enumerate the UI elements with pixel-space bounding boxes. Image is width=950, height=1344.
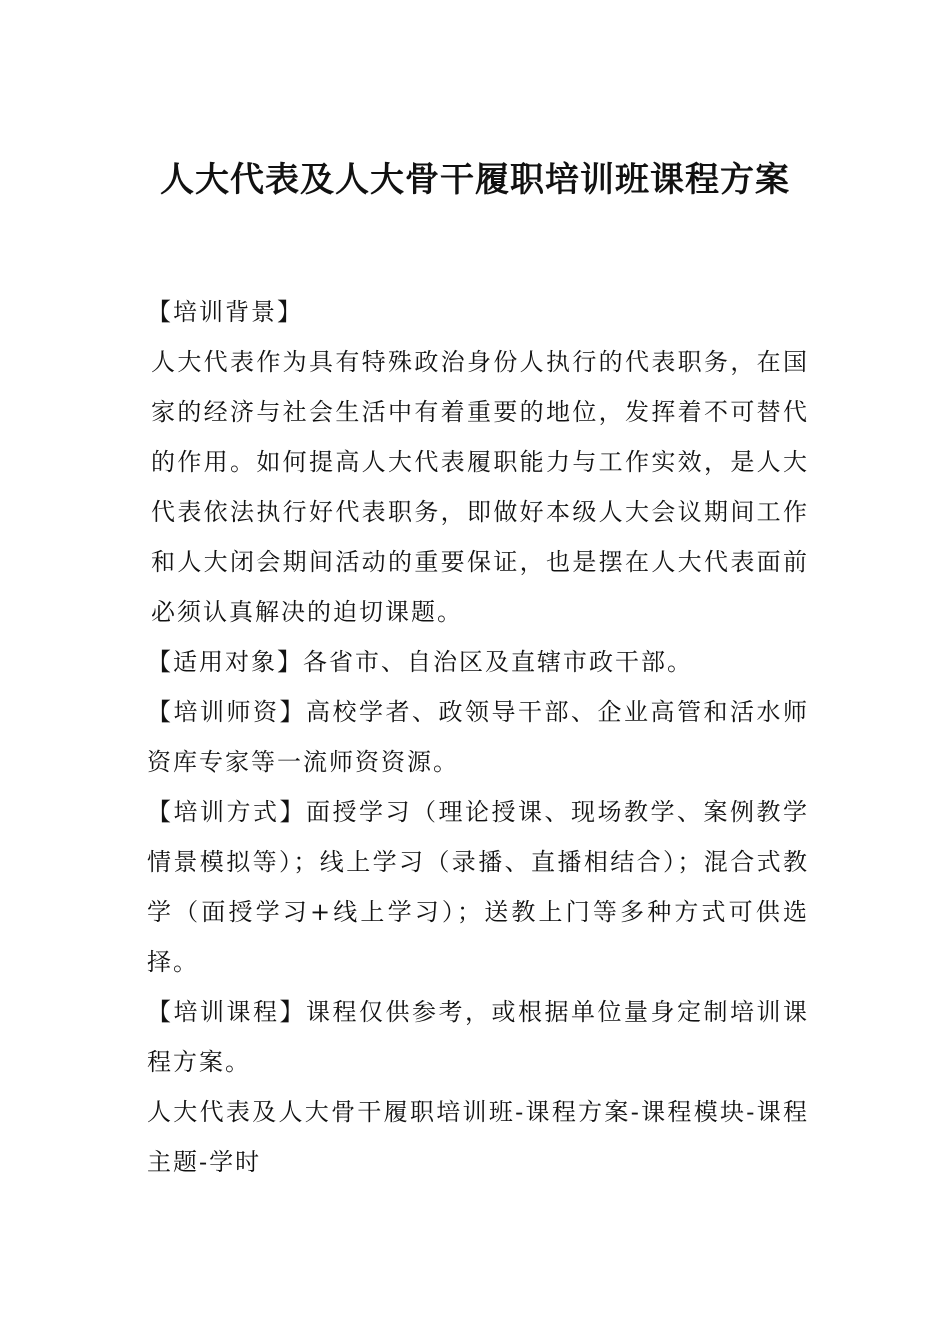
- paragraph-courses: 【培训课程】课程仅供参考，或根据单位量身定制培训课程方案。: [147, 998, 809, 1076]
- paragraph-course-table-caption: 人大代表及人大骨干履职培训班-课程方案-课程模块-课程主题-学时: [147, 1098, 809, 1176]
- paragraph-faculty: 【培训师资】高校学者、政领导干部、企业高管和活水师资库专家等一流师资资源。: [147, 698, 809, 776]
- paragraph-training-method: 【培训方式】面授学习（理论授课、现场教学、案例教学情景模拟等）；线上学习（录播、直播相结合）；混合式教学（面授学习+线上学习）；送教上门等多种方式可供选择。: [147, 798, 809, 976]
- document-body: [147, 287, 809, 1187]
- page-title: 人大代表及人大骨干履职培训班课程方案: [160, 160, 790, 200]
- paragraph-background: 人大代表作为具有特殊政治身份人执行的代表职务，在国家的经济与社会生活中有着重要的地位，发挥着不可替代的作用。如何提高人大代表履职能力与工作实效，是人大代表依法执行好代表职务，即做好本级人大会议期间工作和人大闭会期间活动的重要保证，也是摆在人大代表面前必须认真解决的迫切课题。: [151, 348, 809, 626]
- paragraph-target-audience: 【适用对象】各省市、自治区及直辖市政干部。: [147, 648, 693, 676]
- section-heading-background: 【培训背景】: [147, 298, 303, 326]
